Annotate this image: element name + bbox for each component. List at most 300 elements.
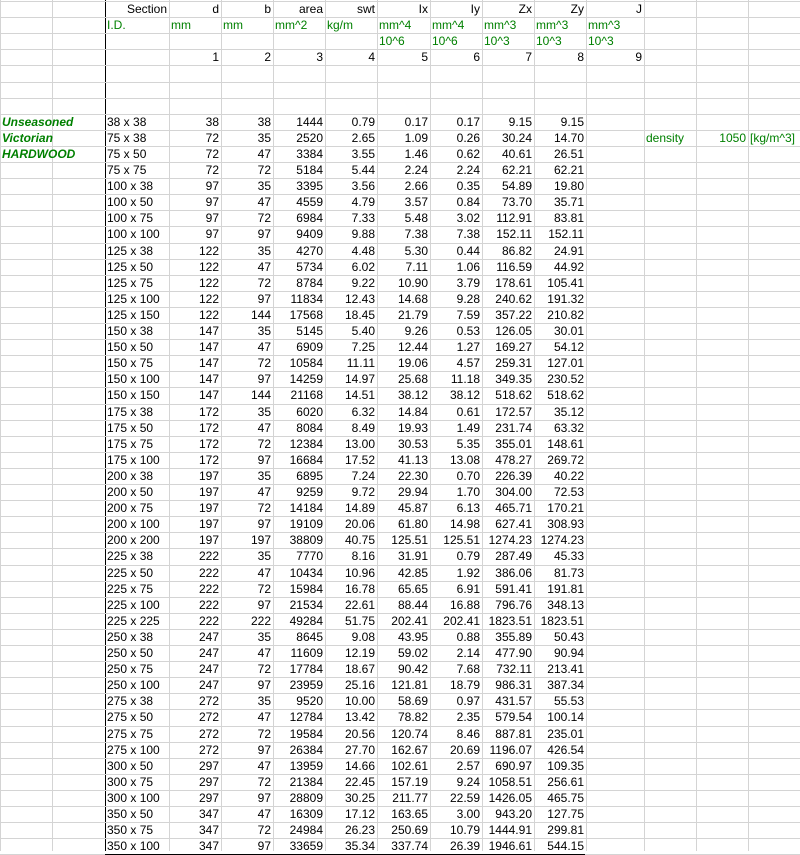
table-cell[interactable]: 97 — [205, 227, 219, 242]
table-cell[interactable]: 308.93 — [547, 517, 584, 532]
section-id-cell[interactable]: 100 x 38 — [107, 179, 154, 194]
table-cell[interactable]: 20.06 — [344, 517, 375, 532]
table-cell[interactable]: 3.55 — [351, 146, 375, 161]
table-title-text[interactable]: Unseasoned — [2, 114, 74, 129]
table-cell[interactable]: 35 — [257, 404, 271, 419]
header-cell[interactable]: mm^2 — [275, 18, 308, 33]
table-cell[interactable]: 54.12 — [553, 340, 584, 355]
table-cell[interactable]: 97 — [257, 452, 271, 467]
table-cell[interactable]: 63.32 — [553, 420, 584, 435]
table-cell[interactable]: 5.44 — [351, 163, 375, 177]
table-cell[interactable]: 44.92 — [553, 259, 584, 274]
table-cell[interactable]: 14.84 — [397, 404, 428, 419]
section-id-cell[interactable]: 250 x 38 — [107, 629, 154, 644]
table-cell[interactable]: 9.24 — [456, 774, 480, 789]
table-cell[interactable]: 8.46 — [456, 726, 480, 741]
table-cell[interactable]: 21534 — [289, 597, 323, 612]
table-cell[interactable]: 5.30 — [404, 243, 428, 258]
table-cell[interactable]: 197 — [198, 517, 219, 532]
section-id-cell[interactable]: 225 x 50 — [107, 565, 154, 580]
table-cell[interactable]: 240.62 — [495, 291, 532, 306]
header-cell[interactable]: Ix — [418, 2, 428, 16]
table-cell[interactable]: 13959 — [289, 758, 323, 773]
table-cell[interactable]: 72 — [205, 130, 219, 145]
table-cell[interactable]: 59.02 — [397, 646, 428, 660]
table-cell[interactable]: 18.79 — [449, 678, 480, 693]
section-id-cell[interactable]: 300 x 100 — [107, 790, 160, 805]
header-cell[interactable]: area — [298, 2, 323, 16]
table-cell[interactable]: 97 — [257, 372, 271, 387]
section-id-cell[interactable]: 100 x 100 — [107, 227, 160, 242]
table-cell[interactable]: 386.06 — [495, 565, 532, 580]
table-cell[interactable]: 2.35 — [456, 710, 480, 725]
table-cell[interactable]: 72 — [205, 163, 219, 177]
table-cell[interactable]: 17568 — [289, 307, 323, 322]
table-cell[interactable]: 235.01 — [547, 726, 584, 741]
table-cell[interactable]: 2.24 — [404, 163, 428, 177]
table-cell[interactable]: 0.97 — [456, 694, 480, 709]
table-cell[interactable]: 1444 — [296, 114, 323, 129]
table-cell[interactable]: 147 — [198, 340, 219, 355]
table-cell[interactable]: 3395 — [296, 179, 323, 194]
table-cell[interactable]: 24.91 — [553, 243, 584, 258]
table-cell[interactable]: 83.81 — [553, 211, 584, 226]
header-cell[interactable]: 1 — [212, 50, 219, 65]
table-cell[interactable]: 5145 — [296, 324, 323, 338]
table-cell[interactable]: 86.82 — [501, 243, 532, 258]
table-cell[interactable]: 40.75 — [344, 533, 375, 548]
table-cell[interactable]: 105.41 — [547, 275, 584, 290]
table-cell[interactable]: 287.49 — [495, 549, 532, 564]
table-title-text[interactable]: Victorian — [2, 130, 53, 145]
table-cell[interactable]: 22.59 — [449, 790, 480, 805]
table-cell[interactable]: 197 — [198, 485, 219, 499]
table-cell[interactable]: 272 — [198, 742, 219, 757]
table-cell[interactable]: 42.85 — [397, 565, 428, 580]
table-cell[interactable]: 35 — [257, 468, 271, 483]
table-cell[interactable]: 97 — [257, 597, 271, 612]
table-cell[interactable]: 14.97 — [344, 372, 375, 387]
table-cell[interactable]: 12784 — [289, 710, 323, 725]
table-cell[interactable]: 222 — [198, 565, 219, 580]
table-cell[interactable]: 47 — [257, 146, 271, 161]
table-cell[interactable]: 222 — [250, 613, 271, 628]
table-cell[interactable]: 1426.05 — [488, 790, 532, 805]
table-cell[interactable]: 269.72 — [547, 452, 584, 467]
section-id-cell[interactable]: 150 x 75 — [107, 356, 154, 371]
header-cell[interactable]: 10^3 — [536, 34, 562, 49]
table-cell[interactable]: 272 — [198, 710, 219, 725]
header-cell[interactable]: mm^4 — [379, 18, 412, 33]
table-cell[interactable]: 72 — [257, 275, 271, 290]
header-cell[interactable]: 9 — [635, 50, 642, 65]
table-cell[interactable]: 9.08 — [351, 629, 375, 644]
table-cell[interactable]: 22.30 — [397, 468, 428, 483]
table-cell[interactable]: 222 — [198, 581, 219, 596]
table-cell[interactable]: 72 — [257, 163, 271, 177]
table-cell[interactable]: 272 — [198, 726, 219, 741]
table-cell[interactable]: 72 — [257, 823, 271, 838]
section-id-cell[interactable]: 275 x 100 — [107, 742, 160, 757]
table-cell[interactable]: 4270 — [296, 243, 323, 258]
table-cell[interactable]: 88.44 — [397, 597, 428, 612]
section-id-cell[interactable]: 175 x 50 — [107, 420, 154, 435]
table-cell[interactable]: 35 — [257, 324, 271, 338]
table-cell[interactable]: 518.62 — [495, 388, 532, 403]
table-cell[interactable]: 157.19 — [391, 774, 428, 789]
table-cell[interactable]: 24984 — [289, 823, 323, 838]
table-cell[interactable]: 97 — [257, 291, 271, 306]
table-cell[interactable]: 9409 — [296, 227, 323, 242]
table-cell[interactable]: 7.33 — [351, 211, 375, 226]
table-cell[interactable]: 7.68 — [456, 662, 480, 677]
table-cell[interactable]: 97 — [257, 227, 271, 242]
table-cell[interactable]: 126.05 — [495, 324, 532, 338]
table-cell[interactable]: 465.71 — [495, 501, 532, 516]
table-cell[interactable]: 17.52 — [344, 452, 375, 467]
table-cell[interactable]: 9520 — [296, 694, 323, 709]
header-cell[interactable] — [325, 33, 377, 49]
table-cell[interactable]: 38 — [257, 114, 271, 129]
table-cell[interactable]: 72.53 — [553, 485, 584, 499]
table-cell[interactable]: 6895 — [296, 468, 323, 483]
table-cell[interactable]: 38.12 — [449, 388, 480, 403]
table-cell[interactable]: 796.76 — [495, 597, 532, 612]
table-cell[interactable]: 0.35 — [456, 179, 480, 194]
table-cell[interactable]: 97 — [205, 179, 219, 194]
table-cell[interactable]: 0.84 — [456, 195, 480, 210]
section-id-cell[interactable]: 200 x 100 — [107, 517, 160, 532]
table-cell[interactable]: 19109 — [289, 517, 323, 532]
table-cell[interactable]: 62.21 — [501, 163, 532, 177]
table-cell[interactable]: 81.73 — [553, 565, 584, 580]
table-cell[interactable]: 162.67 — [391, 742, 428, 757]
table-cell[interactable]: 297 — [198, 774, 219, 789]
table-cell[interactable]: 97 — [257, 517, 271, 532]
table-cell[interactable]: 0.79 — [456, 549, 480, 564]
section-id-cell[interactable]: 275 x 50 — [107, 710, 154, 725]
table-cell[interactable]: 23959 — [289, 678, 323, 693]
table-cell[interactable]: 10.90 — [397, 275, 428, 290]
table-cell[interactable]: 21.79 — [397, 307, 428, 322]
table-cell[interactable]: 1196.07 — [489, 742, 532, 757]
table-cell[interactable]: 72 — [257, 501, 271, 516]
table-cell[interactable]: 3.57 — [404, 195, 428, 210]
header-cell[interactable]: mm — [171, 18, 191, 33]
table-cell[interactable]: 78.82 — [397, 710, 428, 725]
table-cell[interactable]: 12.19 — [344, 646, 375, 660]
header-cell[interactable]: 10^3 — [484, 34, 510, 49]
table-cell[interactable]: 8084 — [296, 420, 323, 435]
section-id-cell[interactable]: 100 x 75 — [107, 211, 154, 226]
table-cell[interactable]: 11.11 — [346, 356, 375, 371]
table-cell[interactable]: 191.81 — [547, 581, 584, 596]
table-cell[interactable]: 72 — [257, 581, 271, 596]
table-cell[interactable]: 17784 — [289, 662, 323, 677]
section-id-cell[interactable]: 175 x 38 — [107, 404, 154, 419]
table-cell[interactable]: 7.25 — [351, 340, 375, 355]
table-cell[interactable]: 21168 — [290, 388, 323, 403]
table-cell[interactable]: 222 — [198, 597, 219, 612]
table-cell[interactable]: 591.41 — [495, 581, 532, 596]
table-cell[interactable]: 26.39 — [449, 839, 480, 854]
table-cell[interactable]: 18.67 — [344, 662, 375, 677]
table-cell[interactable]: 0.44 — [456, 243, 480, 258]
table-cell[interactable]: 299.81 — [547, 823, 584, 838]
table-cell[interactable]: 47 — [257, 807, 271, 821]
table-cell[interactable]: 4.57 — [456, 356, 480, 371]
table-cell[interactable]: 172 — [198, 404, 219, 419]
table-cell[interactable]: 7.59 — [456, 307, 480, 322]
header-cell[interactable] — [273, 33, 325, 49]
table-cell[interactable]: 6.32 — [351, 404, 375, 419]
section-id-cell[interactable]: 150 x 50 — [107, 340, 154, 355]
table-cell[interactable]: 5184 — [296, 163, 323, 177]
table-cell[interactable]: 9.15 — [508, 114, 532, 129]
table-cell[interactable]: 47 — [257, 758, 271, 773]
table-cell[interactable]: 272 — [198, 694, 219, 709]
table-cell[interactable]: 40.22 — [553, 468, 584, 483]
table-cell[interactable]: 544.15 — [547, 839, 584, 854]
table-cell[interactable]: 122 — [198, 243, 219, 258]
section-id-cell[interactable]: 125 x 150 — [107, 307, 160, 322]
table-cell[interactable]: 169.27 — [495, 340, 532, 355]
table-cell[interactable]: 13.42 — [344, 710, 375, 725]
section-id-cell[interactable]: 250 x 75 — [107, 662, 154, 677]
table-cell[interactable]: 127.01 — [547, 356, 584, 371]
table-cell[interactable]: 14184 — [289, 501, 323, 516]
table-cell[interactable]: 47 — [257, 485, 271, 499]
table-cell[interactable]: 15984 — [289, 581, 323, 596]
table-cell[interactable]: 6909 — [296, 340, 323, 355]
table-cell[interactable]: 73.70 — [501, 195, 532, 210]
section-id-cell[interactable]: 225 x 75 — [107, 581, 154, 596]
table-cell[interactable]: 47 — [257, 195, 271, 210]
table-cell[interactable]: 125.51 — [391, 533, 428, 548]
table-cell[interactable]: 47 — [257, 646, 271, 660]
table-cell[interactable]: 97 — [257, 839, 271, 854]
section-id-cell[interactable]: 150 x 150 — [107, 388, 160, 403]
table-cell[interactable]: 28809 — [289, 790, 323, 805]
table-cell[interactable]: 1.06 — [456, 259, 480, 274]
header-cell[interactable]: mm — [223, 18, 243, 33]
table-cell[interactable]: 0.53 — [456, 324, 480, 338]
section-id-cell[interactable]: 150 x 38 — [107, 324, 154, 338]
table-cell[interactable]: 14.51 — [344, 388, 375, 403]
header-cell[interactable]: I.D. — [107, 18, 126, 33]
table-title-text[interactable]: HARDWOOD — [2, 146, 76, 161]
table-cell[interactable]: 72 — [257, 774, 271, 789]
header-cell[interactable]: Iy — [470, 2, 480, 16]
table-cell[interactable]: 465.75 — [547, 790, 584, 805]
table-cell[interactable]: 2.57 — [456, 758, 480, 773]
table-cell[interactable]: 122 — [198, 291, 219, 306]
table-cell[interactable]: 109.35 — [547, 758, 584, 773]
table-cell[interactable]: 0.17 — [456, 114, 480, 129]
table-cell[interactable]: 58.69 — [397, 694, 428, 709]
table-cell[interactable]: 147 — [198, 356, 219, 371]
table-cell[interactable]: 21384 — [289, 774, 323, 789]
table-cell[interactable]: 197 — [250, 533, 271, 548]
table-cell[interactable]: 1.09 — [404, 130, 428, 145]
section-id-cell[interactable]: 125 x 50 — [107, 259, 154, 274]
table-cell[interactable]: 3.56 — [351, 179, 375, 194]
section-id-cell[interactable]: 225 x 38 — [107, 549, 154, 564]
table-cell[interactable]: 4.79 — [351, 195, 375, 210]
table-cell[interactable]: 65.65 — [397, 581, 428, 596]
table-cell[interactable]: 7.38 — [404, 227, 428, 242]
table-cell[interactable]: 10434 — [289, 565, 323, 580]
table-cell[interactable]: 9.72 — [351, 485, 375, 499]
table-cell[interactable]: 172 — [198, 420, 219, 435]
table-cell[interactable]: 147 — [198, 372, 219, 387]
table-cell[interactable]: 35 — [257, 629, 271, 644]
table-cell[interactable]: 222 — [198, 613, 219, 628]
table-cell[interactable]: 35 — [257, 179, 271, 194]
table-cell[interactable]: 152.11 — [548, 227, 584, 242]
table-cell[interactable]: 13.00 — [344, 436, 375, 451]
section-id-cell[interactable]: 75 x 38 — [107, 130, 147, 145]
table-cell[interactable]: 121.81 — [391, 678, 428, 693]
section-id-cell[interactable]: 275 x 38 — [107, 694, 154, 709]
table-cell[interactable]: 1823.51 — [540, 613, 584, 628]
header-cell[interactable]: 3 — [316, 50, 323, 65]
table-cell[interactable]: 9259 — [296, 485, 323, 499]
header-cell[interactable]: mm^3 — [484, 18, 517, 33]
table-cell[interactable]: 9.28 — [456, 291, 480, 306]
table-cell[interactable]: 16.78 — [344, 581, 375, 596]
table-cell[interactable]: 6.02 — [351, 259, 375, 274]
table-cell[interactable]: 27.70 — [344, 742, 375, 757]
table-cell[interactable]: 627.41 — [495, 517, 532, 532]
table-cell[interactable]: 1.49 — [456, 420, 480, 435]
table-cell[interactable]: 11.18 — [450, 372, 480, 387]
table-cell[interactable]: 47 — [257, 420, 271, 435]
table-cell[interactable]: 477.90 — [495, 646, 532, 660]
table-cell[interactable]: 35 — [257, 549, 271, 564]
table-cell[interactable]: 0.62 — [456, 146, 480, 161]
table-cell[interactable]: 116.59 — [496, 259, 532, 274]
table-cell[interactable]: 11609 — [290, 646, 323, 660]
table-cell[interactable]: 7.38 — [456, 227, 480, 242]
section-id-cell[interactable]: 200 x 38 — [107, 468, 154, 483]
table-cell[interactable]: 47 — [257, 340, 271, 355]
table-cell[interactable]: 197 — [198, 533, 219, 548]
table-cell[interactable]: 22.45 — [344, 774, 375, 789]
table-cell[interactable]: 7770 — [296, 549, 323, 564]
table-cell[interactable]: 347 — [198, 839, 219, 854]
table-cell[interactable]: 16684 — [289, 452, 323, 467]
table-cell[interactable]: 72 — [257, 211, 271, 226]
table-cell[interactable]: 3.79 — [456, 275, 480, 290]
table-cell[interactable]: 14.70 — [553, 130, 584, 145]
table-cell[interactable]: 152.11 — [496, 227, 532, 242]
table-cell[interactable]: 230.52 — [547, 372, 584, 387]
table-cell[interactable]: 213.41 — [547, 662, 584, 677]
table-cell[interactable]: 12.43 — [344, 291, 375, 306]
header-cell[interactable]: 10^6 — [379, 34, 405, 49]
table-cell[interactable]: 35 — [257, 130, 271, 145]
table-cell[interactable]: 72 — [257, 356, 271, 371]
header-cell[interactable]: Zx — [518, 2, 532, 16]
table-cell[interactable]: 222 — [198, 549, 219, 564]
table-cell[interactable]: 102.61 — [391, 758, 428, 773]
table-cell[interactable]: 5.35 — [456, 436, 480, 451]
table-cell[interactable]: 72 — [257, 662, 271, 677]
section-id-cell[interactable]: 350 x 100 — [107, 839, 160, 854]
table-cell[interactable]: 226.39 — [495, 468, 532, 483]
table-cell[interactable]: 18.45 — [344, 307, 375, 322]
table-cell[interactable]: 5.48 — [404, 211, 428, 226]
table-cell[interactable]: 202.41 — [443, 613, 480, 628]
table-cell[interactable]: 122 — [198, 259, 219, 274]
table-cell[interactable]: 127.75 — [547, 807, 584, 821]
table-cell[interactable]: 247 — [198, 678, 219, 693]
section-id-cell[interactable]: 125 x 75 — [107, 275, 154, 290]
table-cell[interactable]: 2.66 — [404, 179, 428, 194]
section-id-cell[interactable]: 225 x 225 — [107, 613, 160, 628]
table-cell[interactable]: 887.81 — [495, 726, 532, 741]
table-cell[interactable]: 10.00 — [344, 694, 375, 709]
table-cell[interactable]: 2520 — [296, 130, 323, 145]
table-cell[interactable]: 231.74 — [495, 420, 532, 435]
header-cell[interactable]: 8 — [577, 50, 584, 65]
density-unit[interactable]: [kg/m^3] — [750, 130, 795, 145]
table-cell[interactable]: 349.35 — [495, 372, 532, 387]
table-cell[interactable]: 357.22 — [495, 307, 532, 322]
section-id-cell[interactable]: 300 x 75 — [107, 774, 154, 789]
table-cell[interactable]: 4559 — [296, 195, 323, 210]
table-cell[interactable]: 47 — [257, 565, 271, 580]
table-cell[interactable]: 1.70 — [456, 485, 480, 499]
table-cell[interactable]: 20.56 — [344, 726, 375, 741]
table-cell[interactable]: 732.11 — [496, 662, 532, 677]
table-cell[interactable]: 1.92 — [456, 565, 480, 580]
table-cell[interactable]: 45.33 — [553, 549, 584, 564]
table-cell[interactable]: 337.74 — [391, 839, 428, 854]
table-cell[interactable]: 22.61 — [344, 597, 375, 612]
table-cell[interactable]: 0.61 — [456, 404, 480, 419]
header-cell[interactable]: 6 — [473, 50, 480, 65]
table-cell[interactable]: 14.68 — [397, 291, 428, 306]
section-id-cell[interactable]: 250 x 100 — [107, 678, 160, 693]
table-cell[interactable]: 9.26 — [404, 324, 428, 338]
table-cell[interactable]: 30.53 — [397, 436, 428, 451]
section-id-cell[interactable]: 250 x 50 — [107, 646, 154, 660]
table-cell[interactable]: 19584 — [289, 726, 323, 741]
table-cell[interactable]: 26.23 — [344, 823, 375, 838]
density-value[interactable]: 1050 — [719, 130, 746, 145]
table-cell[interactable]: 14.98 — [449, 517, 480, 532]
table-cell[interactable]: 10.96 — [344, 565, 375, 580]
table-cell[interactable]: 6984 — [296, 211, 323, 226]
table-cell[interactable]: 172 — [198, 452, 219, 467]
table-cell[interactable]: 355.89 — [495, 629, 532, 644]
section-id-cell[interactable]: 125 x 100 — [107, 291, 160, 306]
table-cell[interactable]: 120.74 — [391, 726, 428, 741]
table-cell[interactable]: 4.48 — [351, 243, 375, 258]
table-cell[interactable]: 1444.91 — [488, 823, 532, 838]
table-cell[interactable]: 259.31 — [495, 356, 532, 371]
table-cell[interactable]: 347 — [198, 807, 219, 821]
table-cell[interactable]: 14.89 — [344, 501, 375, 516]
section-id-cell[interactable]: 350 x 50 — [107, 807, 154, 821]
table-cell[interactable]: 348.13 — [547, 597, 584, 612]
table-cell[interactable]: 97 — [257, 678, 271, 693]
table-cell[interactable]: 347 — [198, 823, 219, 838]
table-cell[interactable]: 97 — [257, 742, 271, 757]
table-cell[interactable]: 30.01 — [553, 324, 584, 338]
